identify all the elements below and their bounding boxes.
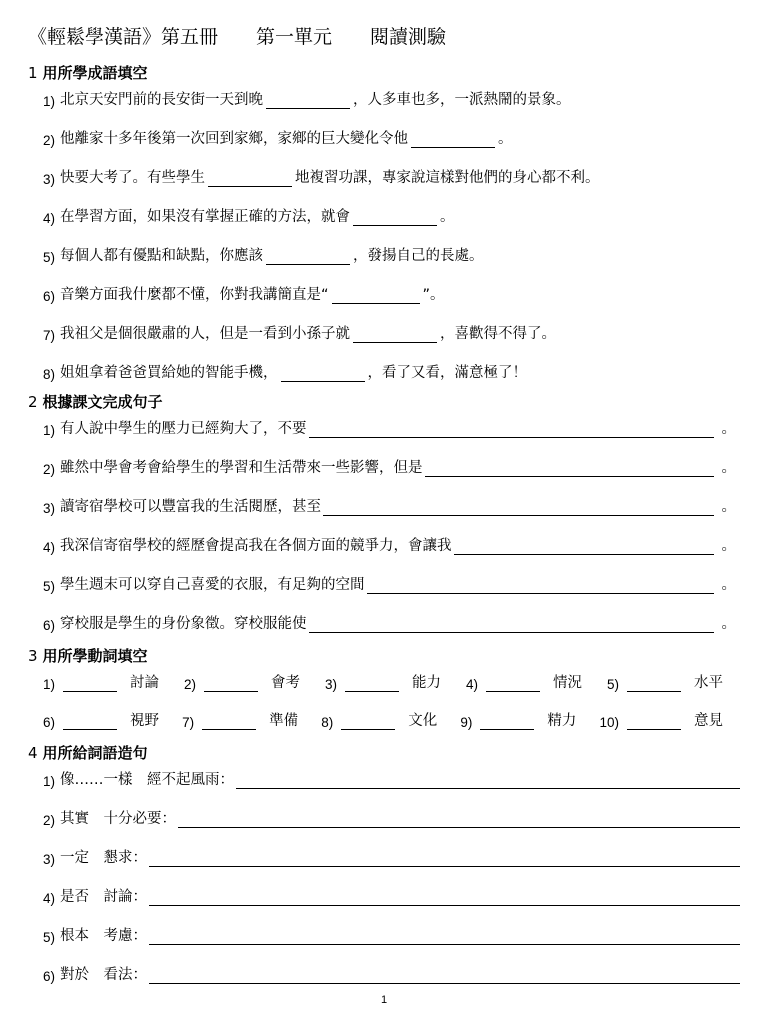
question-number: 6) bbox=[43, 289, 56, 304]
question-item bbox=[43, 321, 556, 343]
question-number: 3) bbox=[43, 172, 56, 187]
question-text: 在學習方面，如果沒有掌握正確的方法，就會 bbox=[60, 209, 351, 225]
question-text: 對於 看法： bbox=[60, 967, 148, 983]
verb-row bbox=[43, 670, 723, 692]
question-number: 10) bbox=[599, 715, 619, 730]
question-number: 7) bbox=[182, 715, 195, 730]
question-text: 像……一樣 經不起風雨： bbox=[60, 772, 235, 788]
question-item bbox=[43, 806, 740, 828]
noun-word: 文化 bbox=[408, 713, 438, 729]
question-text: 姐姐拿着爸爸買給她的智能手機， bbox=[60, 365, 278, 381]
question-item bbox=[43, 923, 740, 945]
question-number: 5) bbox=[606, 677, 619, 692]
page-title: 《輕鬆學漢語》第五冊 第一單元 閱讀測驗 bbox=[28, 26, 447, 48]
section-title: 用所學成語填空 bbox=[42, 64, 148, 82]
question-number: 1) bbox=[43, 423, 56, 438]
question-text: 快要大考了。有些學生 bbox=[60, 170, 206, 186]
section-number: 1 bbox=[28, 64, 38, 82]
question-number: 3) bbox=[43, 501, 56, 516]
question-item bbox=[43, 416, 736, 438]
full-stop: 。 bbox=[721, 616, 736, 632]
question-text: 是否 討論： bbox=[60, 889, 148, 905]
question-text-end: ，喜歡得不得了。 bbox=[440, 326, 557, 342]
noun-word: 意見 bbox=[693, 713, 723, 729]
noun-word: 水平 bbox=[693, 675, 723, 691]
question-text-end: ，人多車也多，一派熱鬧的景象。 bbox=[353, 92, 571, 108]
question-number: 2) bbox=[43, 462, 56, 477]
question-item bbox=[43, 611, 736, 633]
question-number: 4) bbox=[43, 891, 56, 906]
section-title: 用所給詞語造句 bbox=[42, 744, 148, 762]
question-number: 5) bbox=[43, 250, 56, 265]
answer-line[interactable] bbox=[149, 889, 740, 906]
answer-blank[interactable] bbox=[281, 365, 365, 382]
question-number: 1) bbox=[43, 94, 56, 109]
question-number: 4) bbox=[43, 540, 56, 555]
section-title: 用所學動詞填空 bbox=[42, 647, 148, 665]
verb-item bbox=[182, 709, 298, 730]
question-text: 其實 十分必要： bbox=[60, 811, 177, 827]
section-4-heading bbox=[28, 742, 148, 763]
noun-word: 精力 bbox=[547, 713, 577, 729]
verb-item bbox=[607, 671, 723, 692]
question-text: 北京天安門前的長安街一天到晚 bbox=[60, 92, 264, 108]
question-text: 穿校服是學生的身份象徵。穿校服能使 bbox=[60, 616, 307, 632]
question-item bbox=[43, 455, 736, 477]
verb-item bbox=[599, 709, 723, 730]
answer-line[interactable] bbox=[149, 928, 740, 945]
question-text-end: ，發揚自己的長處。 bbox=[353, 248, 484, 264]
question-item bbox=[43, 204, 455, 226]
noun-word: 準備 bbox=[269, 713, 299, 729]
answer-blank[interactable] bbox=[486, 675, 540, 692]
answer-blank[interactable] bbox=[202, 713, 256, 730]
question-text: 音樂方面我什麼都不懂，你對我講簡直是“ bbox=[60, 287, 329, 303]
answer-blank[interactable] bbox=[204, 675, 258, 692]
verb-item bbox=[321, 709, 437, 730]
answer-blank[interactable] bbox=[353, 326, 437, 343]
answer-blank[interactable] bbox=[332, 287, 420, 304]
section-3-heading bbox=[28, 645, 148, 666]
question-text-end: ，看了又看，滿意極了！ bbox=[367, 365, 528, 381]
answer-line[interactable] bbox=[425, 460, 714, 477]
noun-word: 會考 bbox=[271, 675, 300, 691]
question-text: 根本 考慮： bbox=[60, 928, 148, 944]
question-item bbox=[43, 884, 740, 906]
section-2-heading bbox=[28, 391, 163, 412]
page-number: 1 bbox=[380, 994, 388, 1006]
question-text: 讀寄宿學校可以豐富我的生活閱歷，甚至 bbox=[60, 499, 322, 515]
answer-line[interactable] bbox=[149, 967, 740, 984]
question-text-end: ”。 bbox=[422, 287, 445, 303]
section-title: 根據課文完成句子 bbox=[42, 393, 163, 411]
verb-item bbox=[325, 671, 441, 692]
question-text: 學生週末可以穿自己喜愛的衣服，有足夠的空間 bbox=[60, 577, 365, 593]
question-number: 6) bbox=[43, 715, 56, 730]
question-number: 8) bbox=[43, 367, 56, 382]
question-item bbox=[43, 282, 445, 304]
verb-item bbox=[43, 709, 159, 730]
question-item bbox=[43, 360, 527, 382]
question-text: 他離家十多年後第一次回到家鄉，家鄉的巨大變化令他 bbox=[60, 131, 409, 147]
question-item bbox=[43, 533, 736, 555]
verb-item bbox=[184, 671, 300, 692]
noun-word: 討論 bbox=[130, 675, 160, 691]
answer-blank[interactable] bbox=[341, 713, 395, 730]
question-number: 2) bbox=[43, 813, 56, 828]
question-text: 每個人都有優點和缺點，你應該 bbox=[60, 248, 264, 264]
question-text: 我深信寄宿學校的經歷會提高我在各個方面的競爭力，會讓我 bbox=[60, 538, 452, 554]
noun-word: 視野 bbox=[130, 713, 160, 729]
question-number: 3) bbox=[43, 852, 56, 867]
question-item bbox=[43, 87, 571, 109]
answer-line[interactable] bbox=[367, 577, 714, 594]
question-item bbox=[43, 165, 600, 187]
question-number: 6) bbox=[43, 969, 56, 984]
question-text: 有人說中學生的壓力已經夠大了，不要 bbox=[60, 421, 307, 437]
answer-blank[interactable] bbox=[63, 675, 117, 692]
answer-line[interactable] bbox=[178, 811, 740, 828]
question-number: 5) bbox=[43, 930, 56, 945]
full-stop: 。 bbox=[721, 460, 736, 476]
noun-word: 情況 bbox=[552, 675, 582, 691]
question-text: 一定 懇求： bbox=[60, 850, 148, 866]
verb-item bbox=[460, 709, 576, 730]
answer-blank[interactable] bbox=[63, 713, 117, 730]
question-number: 8) bbox=[321, 715, 334, 730]
verb-row bbox=[43, 708, 723, 730]
full-stop: 。 bbox=[721, 421, 736, 437]
question-number: 7) bbox=[43, 328, 56, 343]
section-1-heading bbox=[28, 62, 148, 83]
question-text: 我祖父是個很嚴肅的人，但是一看到小孫子就 bbox=[60, 326, 351, 342]
question-number: 1) bbox=[43, 774, 56, 789]
question-text: 雖然中學會考會給學生的學習和生活帶來一些影響，但是 bbox=[60, 460, 423, 476]
question-number: 3) bbox=[324, 677, 337, 692]
question-item bbox=[43, 243, 484, 265]
answer-blank[interactable] bbox=[627, 675, 681, 692]
question-text-end: 。 bbox=[440, 209, 455, 225]
full-stop: 。 bbox=[721, 577, 736, 593]
section-number: 4 bbox=[28, 744, 38, 762]
question-number: 1) bbox=[43, 677, 56, 692]
full-stop: 。 bbox=[721, 499, 736, 515]
question-number: 6) bbox=[43, 618, 56, 633]
question-text-end: 。 bbox=[498, 131, 513, 147]
question-number: 5) bbox=[43, 579, 56, 594]
full-stop: 。 bbox=[721, 538, 736, 554]
answer-blank[interactable] bbox=[411, 131, 495, 148]
answer-blank[interactable] bbox=[266, 92, 350, 109]
answer-line[interactable] bbox=[323, 499, 713, 516]
answer-blank[interactable] bbox=[266, 248, 350, 265]
noun-word: 能力 bbox=[411, 675, 441, 691]
answer-line[interactable] bbox=[149, 850, 740, 867]
verb-item bbox=[43, 671, 159, 692]
answer-line[interactable] bbox=[236, 772, 740, 789]
question-item bbox=[43, 845, 740, 867]
question-number: 4) bbox=[43, 211, 56, 226]
question-number: 2) bbox=[183, 677, 196, 692]
answer-blank[interactable] bbox=[480, 713, 534, 730]
verb-item bbox=[466, 671, 582, 692]
question-number: 2) bbox=[43, 133, 56, 148]
question-item bbox=[43, 494, 736, 516]
question-item bbox=[43, 962, 740, 984]
answer-line[interactable] bbox=[309, 616, 714, 633]
question-number: 4) bbox=[465, 677, 478, 692]
question-number: 9) bbox=[460, 715, 473, 730]
question-text-end: 地複習功課，專家說這樣對他們的身心都不利。 bbox=[295, 170, 600, 186]
question-item bbox=[43, 126, 513, 148]
answer-line[interactable] bbox=[454, 538, 714, 555]
question-item bbox=[43, 572, 736, 594]
section-number: 3 bbox=[28, 647, 38, 665]
section-number: 2 bbox=[28, 393, 38, 411]
question-item bbox=[43, 767, 740, 789]
answer-blank[interactable] bbox=[353, 209, 437, 226]
answer-blank[interactable] bbox=[208, 170, 292, 187]
answer-blank[interactable] bbox=[627, 713, 681, 730]
answer-blank[interactable] bbox=[345, 675, 399, 692]
answer-line[interactable] bbox=[309, 421, 714, 438]
